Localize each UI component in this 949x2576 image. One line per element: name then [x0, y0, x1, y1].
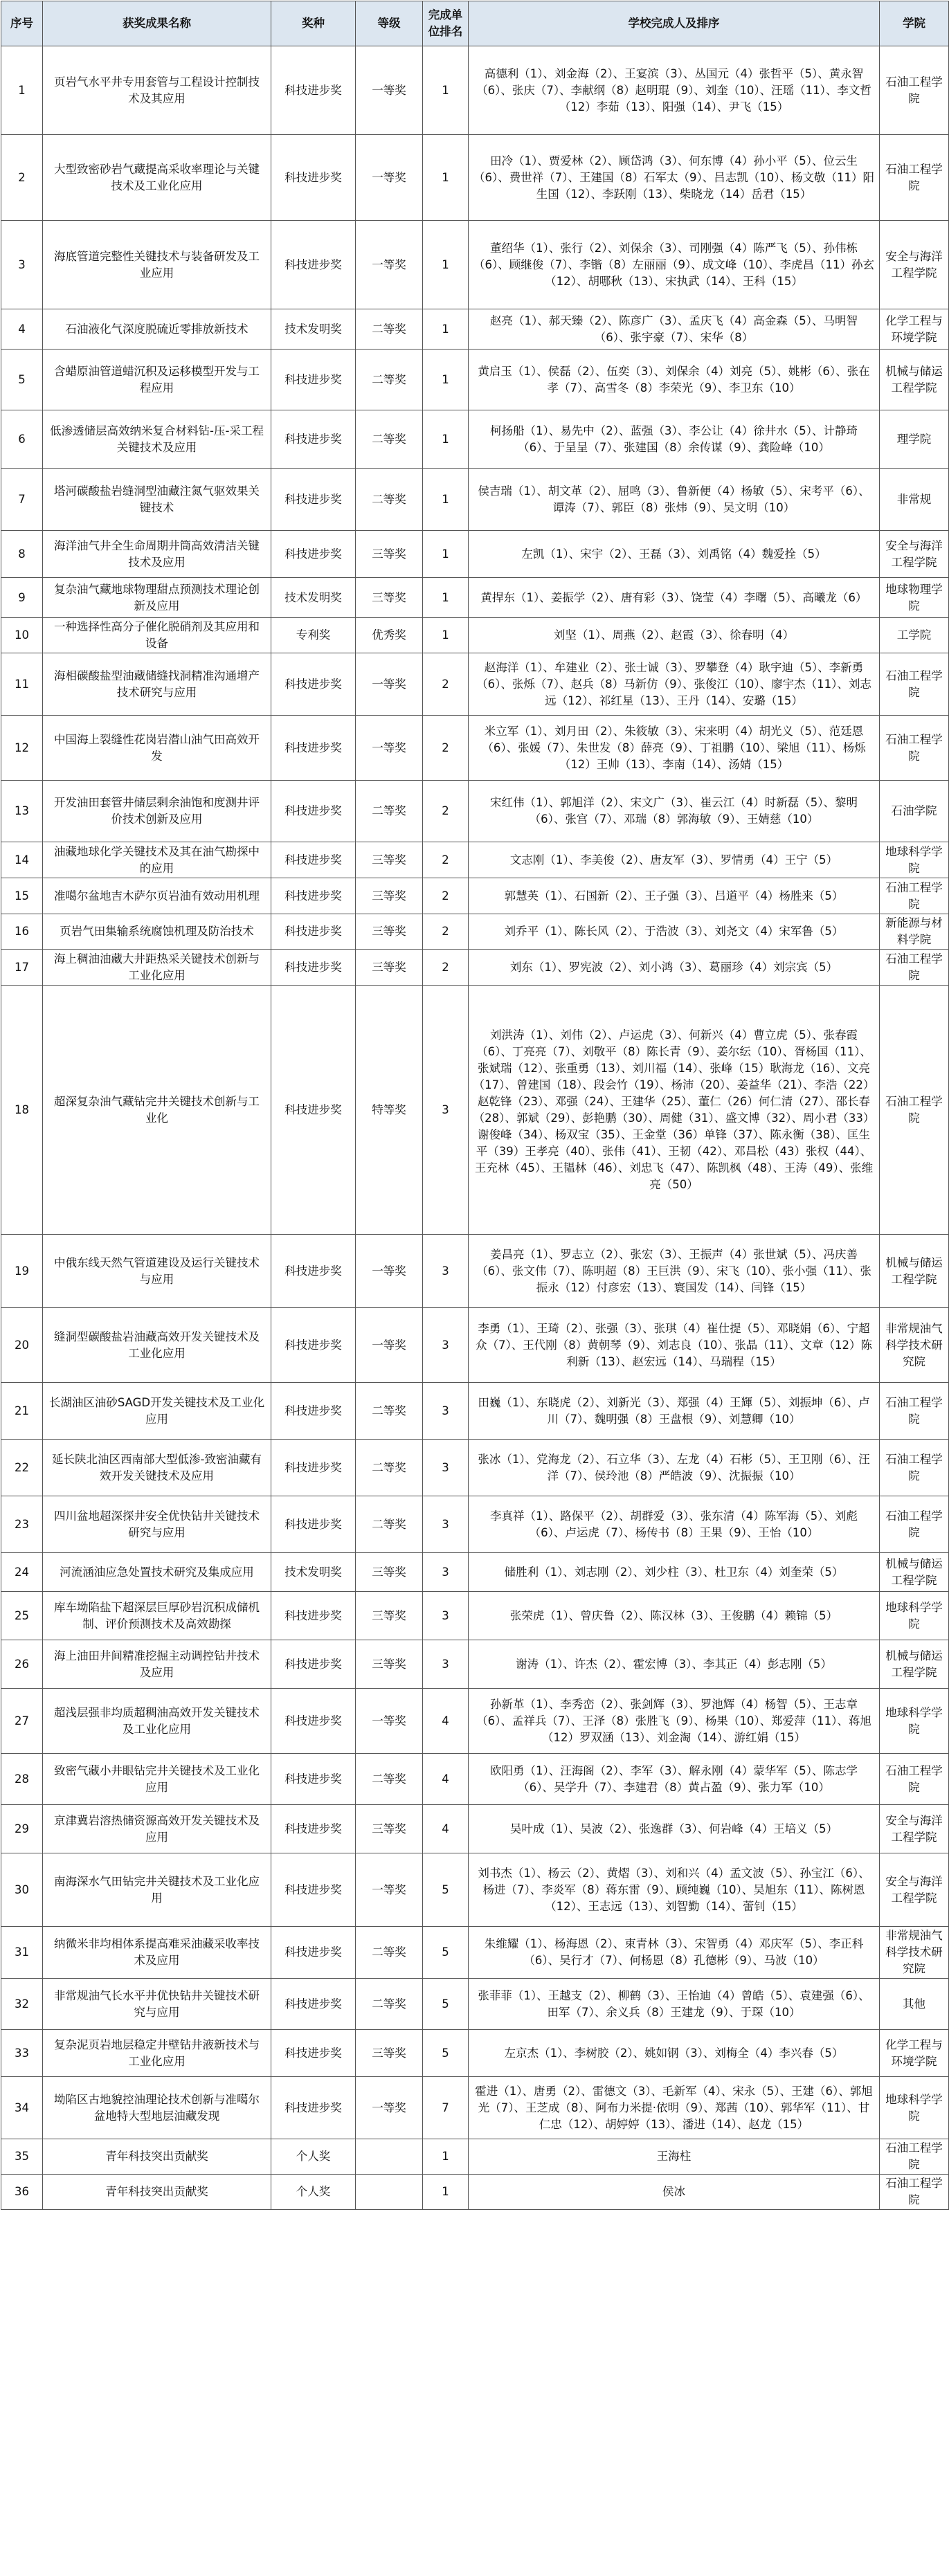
cell-type: 科技进步奖 — [271, 1754, 356, 1805]
cell-grade: 二等奖 — [356, 410, 423, 469]
cell-rank: 4 — [423, 1754, 469, 1805]
cell-rank: 7 — [423, 2077, 469, 2139]
cell-school: 工学院 — [880, 618, 949, 653]
cell-name: 坳陷区古地貌控油理论技术创新与准噶尔盆地特大型地层油藏发现 — [43, 2077, 271, 2139]
cell-type: 科技进步奖 — [271, 1805, 356, 1853]
cell-rank: 3 — [423, 1440, 469, 1496]
table-row — [1, 1927, 949, 1979]
cell-people: 刘洪涛（1）、刘伟（2）、卢运虎（3）、何新兴（4）曹立虎（5）、张春霞（6）、丁亮亮（7）、刘敬平（8）陈长青（9）、姜尔纭（10）、胥杨国（11）、张斌瑞（12）、张重勇（13）、刘川福（14）、张峰（15）耿海龙（16）、文亮（17）、曾建国（18）、段会竹（19）、杨沛（20）、姜益华（21）、李浩（22）赵乾锋（23）、邓强（24）、王建华（25）、董仁（26）何仁清（27）、邵长春（28）、郭斌（29）、彭艳鹏（30）、周健（31）、盛文博（32）、周小君（33）谢俊峰（34）、杨双宝（35）、王金堂（36）单锋（37）、陈永衡（38）、匡生平（39）王孝亮（40）、张伟（41）、王韧（42）、邓昌松（43）张权（44）、王充林（45）、王韫林（46）、刘忠飞（47）、陈凯枫（48）、王涛（49）、张维亮（50） — [469, 986, 880, 1235]
cell-type: 科技进步奖 — [271, 781, 356, 842]
cell-school: 石油工程学院 — [880, 878, 949, 914]
cell-grade: 二等奖 — [356, 1496, 423, 1553]
table-row — [1, 578, 949, 618]
cell-rank: 2 — [423, 842, 469, 878]
cell-people: 侯冰 — [469, 2175, 880, 2210]
cell-grade: 一等奖 — [356, 135, 423, 221]
cell-rank: 1 — [423, 350, 469, 410]
cell-no: 13 — [1, 781, 43, 842]
cell-name: 中俄东线天然气管道建设及运行关键技术与应用 — [43, 1235, 271, 1308]
cell-type: 科技进步奖 — [271, 469, 356, 531]
cell-no: 15 — [1, 878, 43, 914]
cell-name: 准噶尔盆地吉木萨尔页岩油有效动用机理 — [43, 878, 271, 914]
cell-rank: 1 — [423, 618, 469, 653]
cell-rank: 3 — [423, 1308, 469, 1383]
cell-grade: 二等奖 — [356, 350, 423, 410]
cell-name: 塔河碳酸盐岩缝洞型油藏注氮气驱效果关键技术 — [43, 469, 271, 531]
cell-rank: 2 — [423, 950, 469, 986]
table-row — [1, 878, 949, 914]
cell-people: 赵亮（1）、郝天臻（2）、陈彦广（3）、孟庆飞（4）高金森（5）、马明智（6）、张宇豪（7）、宋华（8） — [469, 309, 880, 350]
cell-people: 高德利（1）、刘金海（2）、王宴滨（3）、丛国元（4）张哲平（5）、黄永智（6）、张庆（7）、李献纲（8）赵明琨（9）、刘奎（10）、汪瑶（11）、李文哲（12）李茹（13）、阳强（14）、尹飞（15） — [469, 46, 880, 135]
cell-rank: 1 — [423, 221, 469, 309]
cell-no: 28 — [1, 1754, 43, 1805]
cell-school: 机械与储运工程学院 — [880, 1235, 949, 1308]
cell-people: 刘乔平（1）、陈长风（2）、于浩波（3）、刘尧文（4）宋军鲁（5） — [469, 914, 880, 950]
table-row — [1, 1553, 949, 1592]
cell-name: 海相碳酸盐型油藏储缝找洞精准沟通增产技术研究与应用 — [43, 653, 271, 716]
cell-grade: 二等奖 — [356, 1440, 423, 1496]
cell-people: 刘书杰（1）、杨云（2）、黄熠（3）、刘和兴（4）孟文波（5）、孙宝江（6）、杨进（7）、李炎军（8）蒋东雷（9）、顾纯巍（10）、吴旭东（11）、陈树恩（12）、王志远（13）、刘智勤（14）、蕾钊（15） — [469, 1853, 880, 1927]
cell-school: 石油工程学院 — [880, 716, 949, 781]
cell-type: 科技进步奖 — [271, 46, 356, 135]
cell-grade: 二等奖 — [356, 781, 423, 842]
cell-type: 科技进步奖 — [271, 531, 356, 578]
cell-name: 大型致密砂岩气藏提高采收率理论与关键技术及工业化应用 — [43, 135, 271, 221]
cell-name: 延长陕北油区西南部大型低渗-致密油藏有效开发关键技术及应用 — [43, 1440, 271, 1496]
cell-no: 35 — [1, 2139, 43, 2175]
cell-grade: 三等奖 — [356, 578, 423, 618]
cell-people: 李真祥（1）、路保平（2）、胡群爱（3）、张东清（4）陈军海（5）、刘彪（6）、卢运虎（7）、杨传书（8）王果（9）、王怡（10） — [469, 1496, 880, 1553]
cell-type: 科技进步奖 — [271, 221, 356, 309]
cell-school: 其他 — [880, 1979, 949, 2030]
cell-grade: 一等奖 — [356, 653, 423, 716]
cell-name: 海上稠油油藏大井距热采关键技术创新与工业化应用 — [43, 950, 271, 986]
cell-school: 地球科学学院 — [880, 1592, 949, 1640]
cell-name: 致密气藏小井眼钻完井关键技术及工业化应用 — [43, 1754, 271, 1805]
cell-name: 复杂泥页岩地层稳定井壁钻井液新技术与工业化应用 — [43, 2030, 271, 2077]
cell-rank: 1 — [423, 2139, 469, 2175]
cell-type: 科技进步奖 — [271, 1235, 356, 1308]
cell-type: 个人奖 — [271, 2175, 356, 2210]
header-school: 学院 — [880, 1, 949, 46]
cell-grade: 特等奖 — [356, 986, 423, 1235]
cell-no: 11 — [1, 653, 43, 716]
cell-no: 31 — [1, 1927, 43, 1979]
cell-people: 张荣虎（1）、曾庆鲁（2）、陈汉林（3）、王俊鹏（4）赖锦（5） — [469, 1592, 880, 1640]
cell-no: 6 — [1, 410, 43, 469]
cell-people: 黄启玉（1）、侯磊（2）、伍奕（3）、刘保余（4）刘亮（5）、姚彬（6）、张在孝（7）、高雪冬（8）李荣光（9）、李卫东（10） — [469, 350, 880, 410]
cell-no: 22 — [1, 1440, 43, 1496]
cell-name: 开发油田套管井储层剩余油饱和度测井评价技术创新及应用 — [43, 781, 271, 842]
cell-people: 米立军（1）、刘月田（2）、朱筱敏（3）、宋来明（4）胡光义（5）、范廷恩（6）、张媛（7）、朱世发（8）薛亮（9）、丁祖鹏（10）、梁旭（11）、杨烁（12）王帅（13）、李南（14）、汤婧（15） — [469, 716, 880, 781]
cell-rank: 2 — [423, 653, 469, 716]
cell-no: 34 — [1, 2077, 43, 2139]
cell-type: 科技进步奖 — [271, 1927, 356, 1979]
cell-no: 29 — [1, 1805, 43, 1853]
cell-name: 中国海上裂缝性花岗岩潜山油气田高效开发 — [43, 716, 271, 781]
cell-school: 石油工程学院 — [880, 986, 949, 1235]
cell-name: 复杂油气藏地球物理甜点预测技术理论创新及应用 — [43, 578, 271, 618]
table-row — [1, 1496, 949, 1553]
cell-no: 24 — [1, 1553, 43, 1592]
cell-no: 17 — [1, 950, 43, 986]
cell-school: 非常规油气科学技术研究院 — [880, 1308, 949, 1383]
cell-type: 科技进步奖 — [271, 716, 356, 781]
cell-name: 油藏地球化学关键技术及其在油气勘探中的应用 — [43, 842, 271, 878]
table-row — [1, 2077, 949, 2139]
cell-people: 侯吉瑞（1）、胡文革（2）、屈鸣（3）、鲁新便（4）杨敏（5）、宋考平（6）、谭涛（7）、郭臣（8）张炜（9）、吴文明（10） — [469, 469, 880, 531]
table-row — [1, 2175, 949, 2210]
cell-school: 石油工程学院 — [880, 950, 949, 986]
cell-grade: 二等奖 — [356, 309, 423, 350]
cell-people: 赵海洋（1）、牟建业（2）、张士诚（3）、罗攀登（4）耿宇迪（5）、李新勇（6）、张烁（7）、赵兵（8）马新仿（9）、张俊江（10）、廖宇杰（11）、刘志远（12）、祁红星（13）、王丹（14）、安璐（15） — [469, 653, 880, 716]
table-row — [1, 1754, 949, 1805]
cell-school: 安全与海洋工程学院 — [880, 1805, 949, 1853]
table-row — [1, 2139, 949, 2175]
cell-school: 机械与储运工程学院 — [880, 1640, 949, 1689]
cell-rank: 1 — [423, 410, 469, 469]
cell-no: 7 — [1, 469, 43, 531]
cell-name: 青年科技突出贡献奖 — [43, 2139, 271, 2175]
cell-people: 董绍华（1）、张行（2）、刘保余（3）、司刚强（4）陈严飞（5）、孙伟栋（6）、顾继俊（7）、李锴（8）左丽丽（9）、成文峰（10）、李虎昌（11）孙玄（12）、胡哪秋（13）、宋执武（14）、王科（15） — [469, 221, 880, 309]
cell-school: 理学院 — [880, 410, 949, 469]
cell-no: 10 — [1, 618, 43, 653]
table-row — [1, 842, 949, 878]
table-row — [1, 46, 949, 135]
cell-people: 李勇（1）、王琦（2）、张强（3）、张琪（4）崔仕提（5）、邓晓娟（6）、宁超众（7）、王代刚（8）黄朝琴（9）、刘志良（10）、张晶（11）、文章（12）陈利新（13）、赵宏远（14）、马瑞程（15） — [469, 1308, 880, 1383]
cell-type: 专利奖 — [271, 618, 356, 653]
cell-grade: 三等奖 — [356, 914, 423, 950]
cell-type: 科技进步奖 — [271, 1440, 356, 1496]
cell-rank: 1 — [423, 2175, 469, 2210]
cell-people: 孙新革（1）、李秀峦（2）、张剑辉（3）、罗池辉（4）杨智（5）、王志章（6）、孟祥兵（7）、王泽（8）张胜飞（9）、杨果（10）、郑爱萍（11）、蒋旭（12）罗双涵（13）、刘金淘（14）、游红娟（15） — [469, 1689, 880, 1754]
cell-people: 谢涛（1）、许杰（2）、霍宏博（3）、李其正（4）彭志刚（5） — [469, 1640, 880, 1689]
cell-people: 文志刚（1）、李美俊（2）、唐友军（3）、罗情勇（4）王宁（5） — [469, 842, 880, 878]
cell-rank: 1 — [423, 578, 469, 618]
cell-no: 20 — [1, 1308, 43, 1383]
cell-school: 石油工程学院 — [880, 1440, 949, 1496]
cell-grade: 三等奖 — [356, 878, 423, 914]
cell-name: 库车坳陷盐下超深层巨厚砂岩沉积成储机制、评价预测技术及高效勘探 — [43, 1592, 271, 1640]
table-row — [1, 1383, 949, 1440]
cell-no: 2 — [1, 135, 43, 221]
cell-school: 安全与海洋工程学院 — [880, 1853, 949, 1927]
cell-rank: 3 — [423, 1592, 469, 1640]
cell-school: 安全与海洋工程学院 — [880, 221, 949, 309]
cell-no: 5 — [1, 350, 43, 410]
cell-school: 地球物理学院 — [880, 578, 949, 618]
cell-school: 化学工程与环境学院 — [880, 309, 949, 350]
cell-grade: 三等奖 — [356, 1592, 423, 1640]
cell-grade: 二等奖 — [356, 1927, 423, 1979]
cell-name: 非常规油气长水平井优快钻井关键技术研究与应用 — [43, 1979, 271, 2030]
cell-name: 超深复杂油气藏钻完井关键技术创新与工业化 — [43, 986, 271, 1235]
table-row — [1, 1640, 949, 1689]
cell-no: 8 — [1, 531, 43, 578]
cell-rank: 4 — [423, 1689, 469, 1754]
cell-type: 科技进步奖 — [271, 2077, 356, 2139]
cell-grade: 一等奖 — [356, 1308, 423, 1383]
cell-type: 科技进步奖 — [271, 986, 356, 1235]
cell-name: 青年科技突出贡献奖 — [43, 2175, 271, 2210]
cell-no: 33 — [1, 2030, 43, 2077]
cell-people: 朱维耀（1）、杨海恩（2）、束青林（3）、宋智勇（4）邓庆军（5）、李正科（6）、吴行才（7）、何杨恩（8）孔德彬（9）、马波（10） — [469, 1927, 880, 1979]
table-row — [1, 1805, 949, 1853]
cell-no: 30 — [1, 1853, 43, 1927]
cell-people: 柯扬船（1）、易先中（2）、蓝强（3）、李公让（4）徐井水（5）、计静琦（6）、于呈呈（7）、张建国（8）余传谋（9）、龚险峰（10） — [469, 410, 880, 469]
cell-type: 技术发明奖 — [271, 309, 356, 350]
cell-rank: 3 — [423, 986, 469, 1235]
table-row — [1, 1979, 949, 2030]
cell-grade: 优秀奖 — [356, 618, 423, 653]
cell-rank: 1 — [423, 46, 469, 135]
cell-people: 刘东（1）、罗宪波（2）、刘小鸿（3）、葛丽珍（4）刘宗宾（5） — [469, 950, 880, 986]
cell-name: 四川盆地超深探井安全优快钻井关键技术研究与应用 — [43, 1496, 271, 1553]
header-grade: 等级 — [356, 1, 423, 46]
cell-no: 14 — [1, 842, 43, 878]
cell-rank: 2 — [423, 878, 469, 914]
table-row — [1, 1308, 949, 1383]
cell-type: 科技进步奖 — [271, 1640, 356, 1689]
cell-grade: 二等奖 — [356, 1754, 423, 1805]
cell-rank: 4 — [423, 1805, 469, 1853]
header-row — [1, 1, 949, 46]
cell-rank: 2 — [423, 914, 469, 950]
table-row — [1, 1440, 949, 1496]
cell-type: 个人奖 — [271, 2139, 356, 2175]
cell-no: 4 — [1, 309, 43, 350]
cell-rank: 3 — [423, 1383, 469, 1440]
cell-school: 石油工程学院 — [880, 1383, 949, 1440]
cell-people: 左凯（1）、宋宇（2）、王磊（3）、刘禹铭（4）魏爱拴（5） — [469, 531, 880, 578]
cell-grade: 二等奖 — [356, 1979, 423, 2030]
cell-grade: 一等奖 — [356, 1235, 423, 1308]
cell-type: 科技进步奖 — [271, 1979, 356, 2030]
cell-school: 石油工程学院 — [880, 1496, 949, 1553]
cell-school: 新能源与材料学院 — [880, 914, 949, 950]
cell-people: 王海柱 — [469, 2139, 880, 2175]
cell-type: 科技进步奖 — [271, 1853, 356, 1927]
cell-name: 海上油田井间精准挖掘主动调控钻井技术及应用 — [43, 1640, 271, 1689]
cell-name: 长湖油区油砂SAGD开发关键技术及工业化应用 — [43, 1383, 271, 1440]
cell-rank: 5 — [423, 1853, 469, 1927]
table-row — [1, 986, 949, 1235]
cell-name: 含蜡原油管道蜡沉积及运移模型开发与工程应用 — [43, 350, 271, 410]
cell-name: 海底管道完整性关键技术与装备研发及工业应用 — [43, 221, 271, 309]
cell-no: 27 — [1, 1689, 43, 1754]
header-people: 学校完成人及排序 — [469, 1, 880, 46]
cell-name: 纳微米非均相体系提高难采油藏采收率技术及应用 — [43, 1927, 271, 1979]
cell-name: 石油液化气深度脱硫近零排放新技术 — [43, 309, 271, 350]
cell-name: 一种选择性高分子催化脱硝剂及其应用和设备 — [43, 618, 271, 653]
cell-rank: 5 — [423, 2030, 469, 2077]
cell-type: 科技进步奖 — [271, 350, 356, 410]
cell-people: 张冰（1）、党海龙（2）、石立华（3）、左龙（4）石彬（5）、王卫刚（6）、汪洋（7）、侯玲池（8）严皓波（9）、沈振振（10） — [469, 1440, 880, 1496]
cell-rank: 1 — [423, 135, 469, 221]
cell-rank: 5 — [423, 1979, 469, 2030]
cell-school: 石油工程学院 — [880, 2139, 949, 2175]
cell-grade: 一等奖 — [356, 716, 423, 781]
cell-type: 科技进步奖 — [271, 1592, 356, 1640]
cell-grade: 一等奖 — [356, 221, 423, 309]
header-type: 奖种 — [271, 1, 356, 46]
cell-rank: 3 — [423, 1640, 469, 1689]
cell-type: 科技进步奖 — [271, 653, 356, 716]
cell-name: 低渗透储层高效纳米复合材料钻-压-采工程关键技术及应用 — [43, 410, 271, 469]
cell-type: 科技进步奖 — [271, 1308, 356, 1383]
cell-grade: 二等奖 — [356, 1383, 423, 1440]
cell-no: 32 — [1, 1979, 43, 2030]
cell-people: 储胜利（1）、刘志刚（2）、刘少柱（3）、杜卫东（4）刘奎荣（5） — [469, 1553, 880, 1592]
cell-people: 田冷（1）、贾爱林（2）、顾岱鸿（3）、何东博（4）孙小平（5）、位云生（6）、费世祥（7）、王建国（8）石军太（9）、吕志凯（10）、杨文敬（11）阳生国（12）、李跃刚（13）、柴晓龙（14）岳君（15） — [469, 135, 880, 221]
cell-name: 缝洞型碳酸盐岩油藏高效开发关键技术及工业化应用 — [43, 1308, 271, 1383]
cell-school: 化学工程与环境学院 — [880, 2030, 949, 2077]
table-row — [1, 914, 949, 950]
cell-no: 18 — [1, 986, 43, 1235]
cell-type: 科技进步奖 — [271, 2030, 356, 2077]
cell-school: 石油学院 — [880, 781, 949, 842]
table-row — [1, 950, 949, 986]
cell-grade: 一等奖 — [356, 2077, 423, 2139]
table-row — [1, 716, 949, 781]
cell-no: 12 — [1, 716, 43, 781]
cell-grade: 三等奖 — [356, 842, 423, 878]
cell-type: 科技进步奖 — [271, 1383, 356, 1440]
cell-people: 左京杰（1）、李树胶（2）、姚如钢（3）、刘梅全（4）李兴春（5） — [469, 2030, 880, 2077]
cell-type: 科技进步奖 — [271, 135, 356, 221]
cell-grade: 一等奖 — [356, 1689, 423, 1754]
table-row — [1, 1592, 949, 1640]
cell-no: 1 — [1, 46, 43, 135]
table-row — [1, 531, 949, 578]
cell-no: 36 — [1, 2175, 43, 2210]
cell-people: 刘坚（1）、周燕（2）、赵霞（3）、徐春明（4） — [469, 618, 880, 653]
header-no: 序号 — [1, 1, 43, 46]
table-row — [1, 1235, 949, 1308]
cell-no: 9 — [1, 578, 43, 618]
cell-name: 页岩气田集输系统腐蚀机理及防治技术 — [43, 914, 271, 950]
table-row — [1, 1853, 949, 1927]
cell-grade: 二等奖 — [356, 469, 423, 531]
table-row — [1, 309, 949, 350]
cell-school: 地球科学学院 — [880, 1689, 949, 1754]
cell-no: 19 — [1, 1235, 43, 1308]
cell-name: 超浅层强非均质超稠油高效开发关键技术及工业化应用 — [43, 1689, 271, 1754]
cell-school: 石油工程学院 — [880, 653, 949, 716]
cell-people: 田巍（1）、东晓虎（2）、刘新光（3）、郑强（4）王輝（5）、刘振坤（6）、卢川（7）、魏明强（8）王盘根（9）、刘慧卿（10） — [469, 1383, 880, 1440]
cell-no: 3 — [1, 221, 43, 309]
cell-grade: 三等奖 — [356, 531, 423, 578]
cell-rank: 2 — [423, 716, 469, 781]
cell-no: 26 — [1, 1640, 43, 1689]
cell-people: 郭慧英（1）、石国新（2）、王子强（3）、吕道平（4）杨胜来（5） — [469, 878, 880, 914]
cell-type: 科技进步奖 — [271, 410, 356, 469]
header-rank: 完成单位排名 — [423, 1, 469, 46]
cell-school: 地球科学学院 — [880, 842, 949, 878]
cell-school: 机械与储运工程学院 — [880, 1553, 949, 1592]
table-row — [1, 135, 949, 221]
table-row — [1, 469, 949, 531]
cell-no: 23 — [1, 1496, 43, 1553]
cell-school: 安全与海洋工程学院 — [880, 531, 949, 578]
cell-name: 南海深水气田钻完井关键技术及工业化应用 — [43, 1853, 271, 1927]
cell-no: 21 — [1, 1383, 43, 1440]
cell-grade: 一等奖 — [356, 46, 423, 135]
cell-people: 宋红伟（1）、郭旭洋（2）、宋文广（3）、崔云江（4）时新磊（5）、黎明（6）、张宫（7）、邓瑞（8）郭海敏（9）、王婧慈（10） — [469, 781, 880, 842]
table-row — [1, 2030, 949, 2077]
cell-type: 科技进步奖 — [271, 878, 356, 914]
cell-type: 科技进步奖 — [271, 914, 356, 950]
cell-no: 16 — [1, 914, 43, 950]
cell-school: 石油工程学院 — [880, 1754, 949, 1805]
table-row — [1, 653, 949, 716]
cell-grade — [356, 2139, 423, 2175]
cell-school: 石油工程学院 — [880, 135, 949, 221]
cell-school: 石油工程学院 — [880, 2175, 949, 2210]
cell-grade: 一等奖 — [356, 1853, 423, 1927]
cell-rank: 1 — [423, 309, 469, 350]
cell-grade: 三等奖 — [356, 2030, 423, 2077]
cell-name: 京津冀岩溶热储资源高效开发关键技术及应用 — [43, 1805, 271, 1853]
table-row — [1, 781, 949, 842]
table-row — [1, 1689, 949, 1754]
cell-rank: 3 — [423, 1235, 469, 1308]
cell-school: 非常规油气科学技术研究院 — [880, 1927, 949, 1979]
cell-type: 科技进步奖 — [271, 842, 356, 878]
cell-type: 科技进步奖 — [271, 1496, 356, 1553]
cell-people: 姜昌亮（1）、罗志立（2）、张宏（3）、王振声（4）张世斌（5）、冯庆善（6）、张文伟（7）、陈明超（8）王巨洪（9）、宋飞（10）、张小强（11）、张振永（12）付彦宏（13）、寰国发（14）、闫锋（15） — [469, 1235, 880, 1308]
cell-grade: 三等奖 — [356, 950, 423, 986]
cell-school: 地球科学学院 — [880, 2077, 949, 2139]
cell-rank: 3 — [423, 1553, 469, 1592]
cell-people: 张菲菲（1）、王越支（2）、柳鹤（3）、王怡迪（4）曾皓（5）、袁建强（6）、田军（7）、余义兵（8）王建龙（9）、于琛（10） — [469, 1979, 880, 2030]
cell-name: 页岩气水平井专用套管与工程设计控制技术及其应用 — [43, 46, 271, 135]
cell-people: 霍进（1）、唐勇（2）、雷德文（3）、毛新军（4）、宋永（5）、王建（6）、郭旭光（7）、王芝成（8）、阿布力米提·依明（9）、郑茜（10）、郭华军（11）、甘仁忠（12）、胡婷婷（13）、潘进（14）、赵龙（15） — [469, 2077, 880, 2139]
cell-school: 石油工程学院 — [880, 46, 949, 135]
table-row — [1, 410, 949, 469]
cell-school: 非常规 — [880, 469, 949, 531]
cell-rank: 1 — [423, 469, 469, 531]
cell-rank: 2 — [423, 781, 469, 842]
awards-table — [1, 1, 949, 2210]
cell-school: 机械与储运工程学院 — [880, 350, 949, 410]
cell-grade: 三等奖 — [356, 1553, 423, 1592]
table-row — [1, 221, 949, 309]
table-row — [1, 618, 949, 653]
cell-rank: 5 — [423, 1927, 469, 1979]
cell-type: 科技进步奖 — [271, 1689, 356, 1754]
cell-people: 黄捍东（1）、姜振学（2）、唐有彩（3）、饶莹（4）李曙（5）、高曦龙（6） — [469, 578, 880, 618]
cell-name: 河流涵油应急处置技术研究及集成应用 — [43, 1553, 271, 1592]
header-name: 获奖成果名称 — [43, 1, 271, 46]
cell-rank: 3 — [423, 1496, 469, 1553]
cell-type: 科技进步奖 — [271, 950, 356, 986]
cell-people: 吴叶成（1）、吴波（2）、张逸群（3）、何岩峰（4）王培义（5） — [469, 1805, 880, 1853]
cell-people: 欧阳勇（1）、汪海阁（2）、李军（3）、解永刚（4）蒙华军（5）、陈志学（6）、吴学升（7）、李建君（8）黄占盈（9）、张力军（10） — [469, 1754, 880, 1805]
cell-type: 技术发明奖 — [271, 1553, 356, 1592]
cell-no: 25 — [1, 1592, 43, 1640]
cell-grade: 三等奖 — [356, 1640, 423, 1689]
cell-name: 海洋油气井全生命周期井筒高效清洁关键技术及应用 — [43, 531, 271, 578]
cell-grade: 三等奖 — [356, 1805, 423, 1853]
cell-grade — [356, 2175, 423, 2210]
cell-type: 技术发明奖 — [271, 578, 356, 618]
table-row — [1, 350, 949, 410]
cell-rank: 1 — [423, 531, 469, 578]
